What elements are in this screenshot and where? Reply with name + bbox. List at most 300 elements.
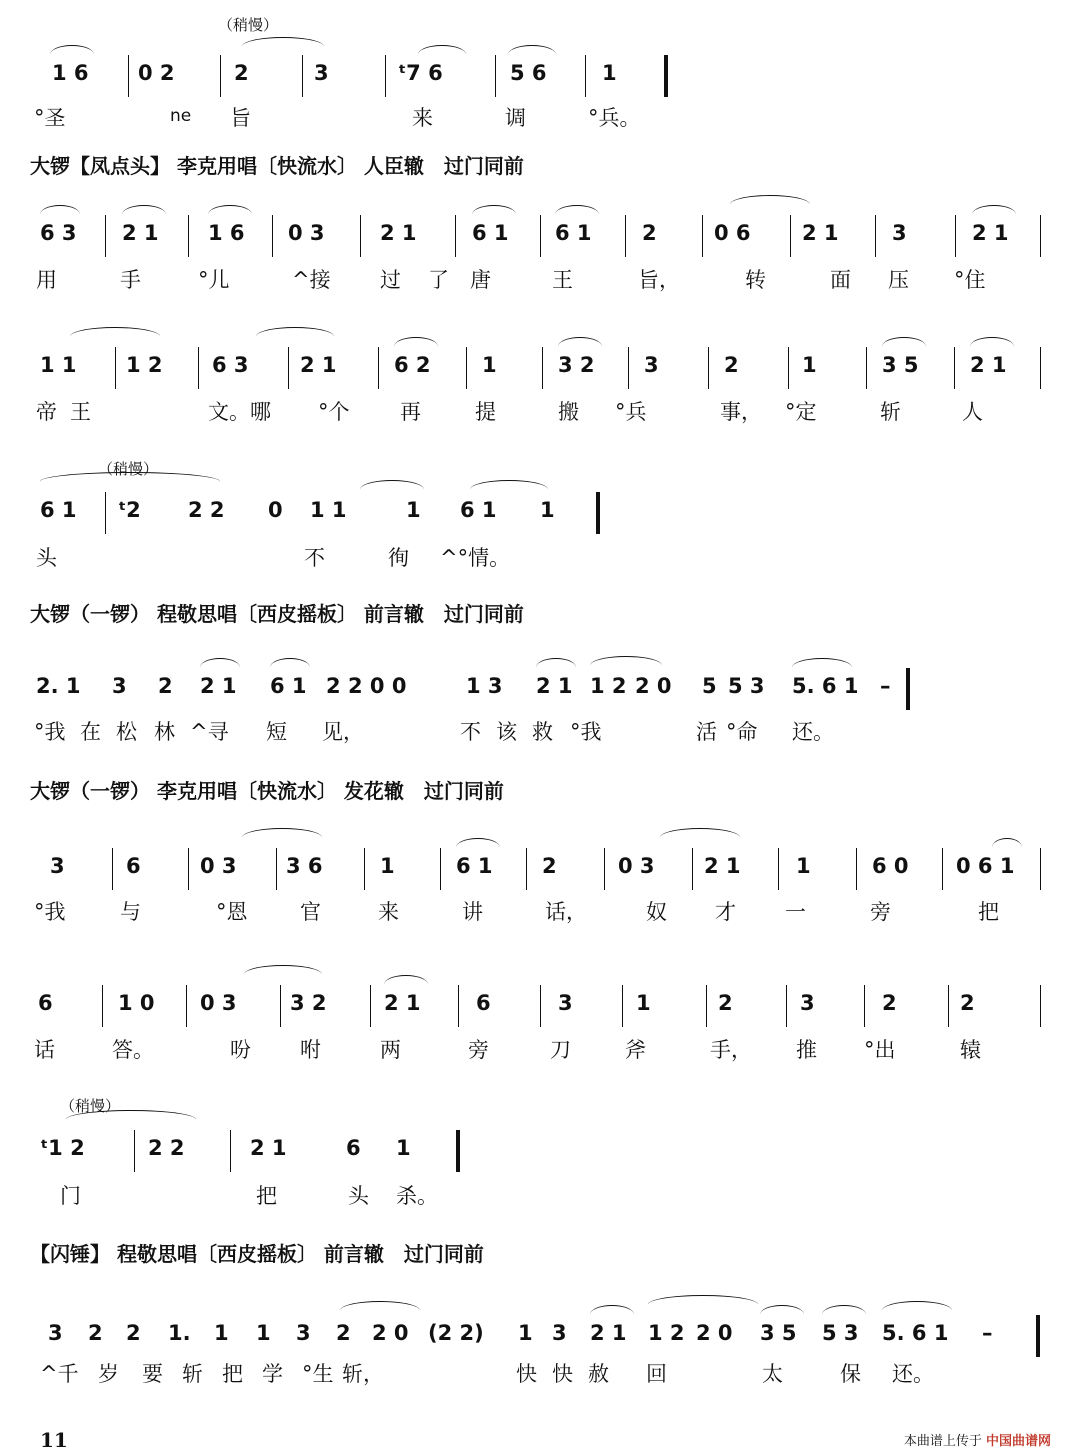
lyric: °住 bbox=[954, 268, 986, 292]
notation-token: 3 bbox=[48, 1321, 63, 1345]
lyric: 讲 bbox=[462, 900, 483, 924]
lyric: 活 bbox=[696, 720, 717, 744]
lyric: 唐 bbox=[470, 268, 491, 292]
notation-token: 6 3 bbox=[212, 353, 249, 377]
lyric: 斩 bbox=[880, 400, 901, 424]
lyric: 不 bbox=[304, 546, 325, 570]
notation-token: 6 3 bbox=[40, 221, 77, 245]
lyric: 回 bbox=[646, 1362, 667, 1386]
slur bbox=[70, 327, 160, 346]
lyric: 过 bbox=[380, 268, 401, 292]
barline bbox=[1040, 848, 1041, 890]
notation-token: 2 1 bbox=[972, 221, 1009, 245]
notation-token: 6 bbox=[126, 854, 141, 878]
barline bbox=[706, 985, 707, 1027]
notation-token: 1 2 bbox=[126, 353, 163, 377]
lyric: 两 bbox=[380, 1038, 401, 1062]
barline bbox=[1040, 215, 1041, 257]
slur bbox=[992, 838, 1022, 857]
lyric: ^千 bbox=[40, 1362, 79, 1386]
lyric: 话， bbox=[545, 900, 587, 924]
notation-token: ᵗ1 2 bbox=[40, 1136, 85, 1160]
notation-token: 0 2 bbox=[138, 61, 175, 85]
notation-token: 2 bbox=[542, 854, 557, 878]
barline bbox=[955, 215, 956, 257]
lyric: °儿 bbox=[198, 268, 230, 292]
barline bbox=[942, 848, 943, 890]
slur bbox=[66, 1110, 196, 1129]
lyric: 手， bbox=[710, 1038, 752, 1062]
notation-token: 6 1 bbox=[555, 221, 592, 245]
notation-token: 1 bbox=[796, 854, 811, 878]
slur bbox=[470, 480, 548, 499]
lyric: 松 bbox=[116, 720, 137, 744]
barline bbox=[466, 347, 467, 389]
lyric: °我 bbox=[570, 720, 602, 744]
slur bbox=[40, 205, 80, 224]
barline bbox=[105, 492, 106, 534]
notation-token: 1 2 bbox=[648, 1321, 685, 1345]
slur bbox=[472, 205, 516, 224]
lyric: 要 bbox=[142, 1362, 163, 1386]
notation-token: 5. 6 1 bbox=[882, 1321, 949, 1345]
barline bbox=[276, 848, 277, 890]
slur bbox=[590, 656, 662, 675]
notation-token: 1 2 bbox=[590, 674, 627, 698]
notation-token: 3 5 bbox=[760, 1321, 797, 1345]
barline bbox=[230, 1130, 231, 1172]
notation-token: 1 bbox=[482, 353, 497, 377]
lyric: 在 bbox=[80, 720, 101, 744]
lyric: 头 bbox=[36, 546, 57, 570]
barline bbox=[702, 215, 703, 257]
barline bbox=[708, 347, 709, 389]
barline bbox=[948, 985, 949, 1027]
lyrics-row bbox=[30, 264, 1045, 296]
lyric: 搬 bbox=[558, 400, 579, 424]
notation-row bbox=[30, 347, 1045, 387]
notation-row bbox=[30, 215, 1045, 255]
notation-token: 3 bbox=[558, 991, 573, 1015]
barline bbox=[105, 215, 106, 257]
barline bbox=[585, 55, 586, 97]
tempo-mark: （稍慢） bbox=[218, 16, 279, 34]
notation-token: 0 3 bbox=[200, 991, 237, 1015]
lyric: 辕 bbox=[960, 1038, 981, 1062]
notation-token: 2 1 bbox=[590, 1321, 627, 1345]
notation-row bbox=[30, 55, 1045, 95]
final-barline bbox=[664, 55, 668, 97]
lyric: 把 bbox=[222, 1362, 243, 1386]
lyric: 旁 bbox=[870, 900, 891, 924]
lyric: °命 bbox=[726, 720, 758, 744]
notation-token: 1 bbox=[380, 854, 395, 878]
lyric: ne bbox=[170, 106, 192, 126]
notation-token: 3 bbox=[800, 991, 815, 1015]
lyric: 快 bbox=[552, 1362, 573, 1386]
barline bbox=[1040, 985, 1041, 1027]
lyric: 王 bbox=[552, 268, 573, 292]
notation-row bbox=[30, 492, 1045, 532]
notation-token: 2 bbox=[326, 674, 341, 698]
page-number: 11 bbox=[40, 1428, 68, 1452]
slur bbox=[242, 37, 324, 56]
notation-row bbox=[30, 848, 1045, 888]
notation-token: 1 3 bbox=[466, 674, 503, 698]
lyric: °我 bbox=[34, 900, 66, 924]
barline bbox=[134, 1130, 135, 1172]
footer-credit bbox=[904, 1430, 1051, 1449]
notation-token: 6 2 bbox=[394, 353, 431, 377]
notation-token: 1 6 bbox=[52, 61, 89, 85]
slur bbox=[792, 658, 852, 677]
lyrics-row bbox=[30, 716, 1045, 748]
lyric: 话 bbox=[34, 1038, 55, 1062]
lyric: 快 bbox=[516, 1362, 537, 1386]
lyric: 太 bbox=[762, 1362, 783, 1386]
barline bbox=[112, 848, 113, 890]
slur bbox=[384, 975, 428, 994]
notation-token: 3 2 bbox=[290, 991, 327, 1015]
lyric: 官 bbox=[300, 900, 321, 924]
lyric: 还。 bbox=[892, 1362, 934, 1386]
barline bbox=[604, 848, 605, 890]
notation-token: 1 1 bbox=[310, 498, 347, 522]
barline bbox=[378, 347, 379, 389]
barline bbox=[628, 347, 629, 389]
notation-token: 0 3 bbox=[618, 854, 655, 878]
slur bbox=[822, 1305, 866, 1324]
notation-token: 2 bbox=[724, 353, 739, 377]
notation-token: 3 bbox=[644, 353, 659, 377]
lyric: 王 bbox=[70, 400, 91, 424]
slur bbox=[340, 1301, 420, 1320]
notation-token: 2 1 bbox=[250, 1136, 287, 1160]
notation-token: 3 bbox=[552, 1321, 567, 1345]
lyrics-row bbox=[30, 396, 1045, 428]
barline bbox=[864, 985, 865, 1027]
slur bbox=[256, 327, 334, 346]
slur bbox=[660, 828, 740, 847]
notation-token: 1 bbox=[602, 61, 617, 85]
notation-token: (2 2) bbox=[428, 1321, 484, 1345]
lyric: 旨 bbox=[230, 106, 251, 130]
final-barline bbox=[906, 668, 910, 710]
notation-token: 1 bbox=[636, 991, 651, 1015]
notation-token: 2 bbox=[882, 991, 897, 1015]
notation-token: – bbox=[880, 674, 891, 698]
notation-token: 0 3 bbox=[288, 221, 325, 245]
barline bbox=[198, 347, 199, 389]
lyrics-row bbox=[30, 1180, 1045, 1212]
lyric: 压 bbox=[888, 268, 909, 292]
notation-token: 1 bbox=[396, 1136, 411, 1160]
footer-text: 本曲谱上传于 bbox=[903, 1434, 982, 1449]
barline bbox=[280, 985, 281, 1027]
notation-token: 2 1 bbox=[380, 221, 417, 245]
notation-token: 3 2 bbox=[558, 353, 595, 377]
notation-token: 6 1 bbox=[456, 854, 493, 878]
notation-token: 6 1 bbox=[460, 498, 497, 522]
notation-token: 1 bbox=[802, 353, 817, 377]
slur bbox=[972, 205, 1016, 224]
lyric: °圣 bbox=[34, 106, 66, 130]
lyric: 推 bbox=[796, 1038, 817, 1062]
lyric: 赦 bbox=[588, 1362, 609, 1386]
notation-token: 2 0 bbox=[696, 1321, 733, 1345]
barline bbox=[458, 985, 459, 1027]
barline bbox=[622, 985, 623, 1027]
barline bbox=[856, 848, 857, 890]
lyric: 岁 bbox=[98, 1362, 119, 1386]
barline bbox=[866, 347, 867, 389]
lyrics-row bbox=[30, 1034, 1045, 1066]
lyric: 咐 bbox=[300, 1038, 321, 1062]
slur bbox=[208, 205, 252, 224]
lyric: 保 bbox=[840, 1362, 861, 1386]
slur bbox=[360, 480, 424, 499]
barline bbox=[954, 347, 955, 389]
lyric: ^寻 bbox=[190, 720, 229, 744]
notation-token: 2. 1 bbox=[36, 674, 81, 698]
lyric: 手 bbox=[120, 268, 141, 292]
slur bbox=[555, 205, 599, 224]
notation-token: 1 bbox=[256, 1321, 271, 1345]
lyrics-row bbox=[30, 1358, 1045, 1390]
lyric: 学 bbox=[262, 1362, 283, 1386]
barline bbox=[542, 347, 543, 389]
lyric: 不 bbox=[460, 720, 481, 744]
lyric: 斧 bbox=[625, 1038, 646, 1062]
notation-token: 2 0 bbox=[635, 674, 672, 698]
lyric: 刀 bbox=[550, 1038, 571, 1062]
lyric: 斩， bbox=[342, 1362, 384, 1386]
barline bbox=[625, 215, 626, 257]
notation-token: 6 bbox=[476, 991, 491, 1015]
section-heading: 大锣（一锣） 程敬思唱〔西皮摇板〕 前言辙 过门同前 bbox=[30, 602, 524, 626]
notation-token: 2 1 bbox=[704, 854, 741, 878]
notation-token: 5 bbox=[702, 674, 717, 698]
notation-token: 1 0 bbox=[118, 991, 155, 1015]
barline bbox=[692, 848, 693, 890]
notation-token: 2 1 bbox=[536, 674, 573, 698]
barline bbox=[440, 848, 441, 890]
notation-token: 6 0 bbox=[872, 854, 909, 878]
slur bbox=[122, 205, 166, 224]
barline bbox=[778, 848, 779, 890]
notation-token: ᵗ2 bbox=[118, 498, 141, 522]
barline bbox=[188, 848, 189, 890]
lyric: 人 bbox=[962, 400, 983, 424]
lyric: 奴 bbox=[646, 900, 667, 924]
barline bbox=[540, 985, 541, 1027]
slur bbox=[648, 1295, 758, 1314]
lyric: 徇 bbox=[388, 546, 409, 570]
slur bbox=[730, 195, 810, 214]
barline bbox=[302, 55, 303, 97]
notation-token: 5 6 bbox=[510, 61, 547, 85]
notation-token: 2 2 bbox=[188, 498, 225, 522]
barline bbox=[186, 985, 187, 1027]
barline bbox=[288, 347, 289, 389]
lyric: 该 bbox=[496, 720, 517, 744]
notation-token: 2 bbox=[960, 991, 975, 1015]
lyric: 用 bbox=[36, 268, 57, 292]
lyrics-row bbox=[30, 542, 1045, 574]
barline bbox=[220, 55, 221, 97]
lyric: 把 bbox=[978, 900, 999, 924]
notation-token: 2 0 bbox=[372, 1321, 409, 1345]
notation-token: 2 bbox=[126, 1321, 141, 1345]
lyric: 旁 bbox=[468, 1038, 489, 1062]
notation-token: 2 2 bbox=[148, 1136, 185, 1160]
barline bbox=[786, 985, 787, 1027]
section-heading: 大锣【凤点头】 李克用唱〔快流水〕 人臣辙 过门同前 bbox=[30, 154, 524, 178]
notation-token: – bbox=[982, 1321, 993, 1345]
final-barline bbox=[1036, 1315, 1040, 1357]
lyric: 来 bbox=[378, 900, 399, 924]
slur bbox=[590, 1305, 634, 1324]
notation-row bbox=[30, 668, 1045, 708]
lyric: 才 bbox=[715, 900, 736, 924]
notation-row bbox=[30, 1130, 1045, 1170]
slur bbox=[394, 337, 438, 356]
slur bbox=[242, 828, 322, 847]
lyric: 文。哪 bbox=[208, 400, 271, 424]
barline bbox=[1040, 347, 1041, 389]
notation-token: 2 1 bbox=[200, 674, 237, 698]
lyric: 再 bbox=[400, 400, 421, 424]
lyric: °兵。 bbox=[588, 106, 641, 130]
notation-token: 1 bbox=[540, 498, 555, 522]
notation-token: 0 6 bbox=[714, 221, 751, 245]
notation-row bbox=[30, 1315, 1045, 1355]
lyric: 与 bbox=[120, 900, 141, 924]
notation-token: 1. bbox=[168, 1321, 191, 1345]
notation-token: 0 6 1 bbox=[956, 854, 1015, 878]
lyric: ^接 bbox=[292, 268, 331, 292]
lyric: °定 bbox=[785, 400, 817, 424]
lyric: 答。 bbox=[112, 1038, 154, 1062]
notation-token: 2 1 bbox=[802, 221, 839, 245]
lyric: 一 bbox=[785, 900, 806, 924]
slur bbox=[970, 337, 1014, 356]
lyric: 事， bbox=[720, 400, 762, 424]
notation-token: 0 bbox=[268, 498, 283, 522]
notation-token: 5 3 bbox=[728, 674, 765, 698]
notation-token: 0 3 bbox=[200, 854, 237, 878]
barline bbox=[790, 215, 791, 257]
lyric: 吩 bbox=[230, 1038, 251, 1062]
notation-token: 3 bbox=[50, 854, 65, 878]
notation-token: 2 bbox=[234, 61, 249, 85]
slur bbox=[40, 472, 220, 491]
lyric: 门 bbox=[60, 1184, 81, 1208]
notation-token: 2 bbox=[718, 991, 733, 1015]
lyric: 杀。 bbox=[396, 1184, 438, 1208]
barline bbox=[540, 215, 541, 257]
notation-token: 6 1 bbox=[40, 498, 77, 522]
lyric: 斩 bbox=[182, 1362, 203, 1386]
slur bbox=[882, 1301, 952, 1320]
lyric: 还。 bbox=[792, 720, 834, 744]
notation-token: 3 bbox=[296, 1321, 311, 1345]
lyric: 面 bbox=[830, 268, 851, 292]
notation-row bbox=[30, 985, 1045, 1025]
notation-token: 1 bbox=[406, 498, 421, 522]
notation-token: 6 bbox=[346, 1136, 361, 1160]
notation-token: 5. 6 1 bbox=[792, 674, 859, 698]
lyric: 转 bbox=[745, 268, 766, 292]
notation-token: 3 bbox=[892, 221, 907, 245]
final-barline bbox=[596, 492, 600, 534]
slur bbox=[50, 45, 94, 64]
barline bbox=[875, 215, 876, 257]
notation-token: 2 1 bbox=[384, 991, 421, 1015]
notation-token: 2 0 0 bbox=[348, 674, 407, 698]
barline bbox=[526, 848, 527, 890]
lyric: °兵 bbox=[615, 400, 647, 424]
notation-token: 6 1 bbox=[270, 674, 307, 698]
barline bbox=[272, 215, 273, 257]
barline bbox=[188, 215, 189, 257]
slur bbox=[200, 658, 240, 677]
lyric: °出 bbox=[864, 1038, 896, 1062]
section-heading: 【闪锤】 程敬思唱〔西皮摇板〕 前言辙 过门同前 bbox=[30, 1242, 484, 1266]
notation-token: 1 bbox=[214, 1321, 229, 1345]
lyric: 头 bbox=[348, 1184, 369, 1208]
lyric: ^°情。 bbox=[440, 546, 511, 570]
notation-token: 2 bbox=[88, 1321, 103, 1345]
lyric: 来 bbox=[412, 106, 433, 130]
slur bbox=[536, 658, 576, 677]
notation-token: 5 3 bbox=[822, 1321, 859, 1345]
site-logo: 中国曲谱网 bbox=[985, 1434, 1051, 1449]
notation-token: 3 6 bbox=[286, 854, 323, 878]
barline bbox=[370, 985, 371, 1027]
tempo-mark: （稍慢） bbox=[60, 1097, 121, 1115]
lyric: °生 bbox=[302, 1362, 334, 1386]
lyric: 了 bbox=[428, 268, 449, 292]
notation-token: 6 bbox=[38, 991, 53, 1015]
barline bbox=[385, 55, 386, 97]
lyric: °个 bbox=[318, 400, 350, 424]
notation-token: 1 6 bbox=[208, 221, 245, 245]
slur bbox=[558, 337, 602, 356]
barline bbox=[115, 347, 116, 389]
notation-token: 1 1 bbox=[40, 353, 77, 377]
lyric: 帝 bbox=[36, 400, 57, 424]
notation-token: 2 bbox=[158, 674, 173, 698]
notation-token: 3 bbox=[314, 61, 329, 85]
lyric: 林 bbox=[154, 720, 175, 744]
lyric: 见， bbox=[322, 720, 364, 744]
notation-token: 2 1 bbox=[970, 353, 1007, 377]
lyrics-row bbox=[30, 896, 1045, 928]
slur bbox=[760, 1305, 804, 1324]
section-heading: 大锣（一锣） 李克用唱〔快流水〕 发花辙 过门同前 bbox=[30, 779, 504, 803]
slur bbox=[456, 838, 500, 857]
notation-token: 1 bbox=[518, 1321, 533, 1345]
slur bbox=[244, 965, 322, 984]
lyric: 救 bbox=[532, 720, 553, 744]
lyrics-row bbox=[30, 102, 1045, 134]
notation-token: 2 1 bbox=[122, 221, 159, 245]
notation-token: 3 5 bbox=[882, 353, 919, 377]
lyric: 旨， bbox=[638, 268, 680, 292]
barline bbox=[128, 55, 129, 97]
lyric: 短 bbox=[266, 720, 287, 744]
